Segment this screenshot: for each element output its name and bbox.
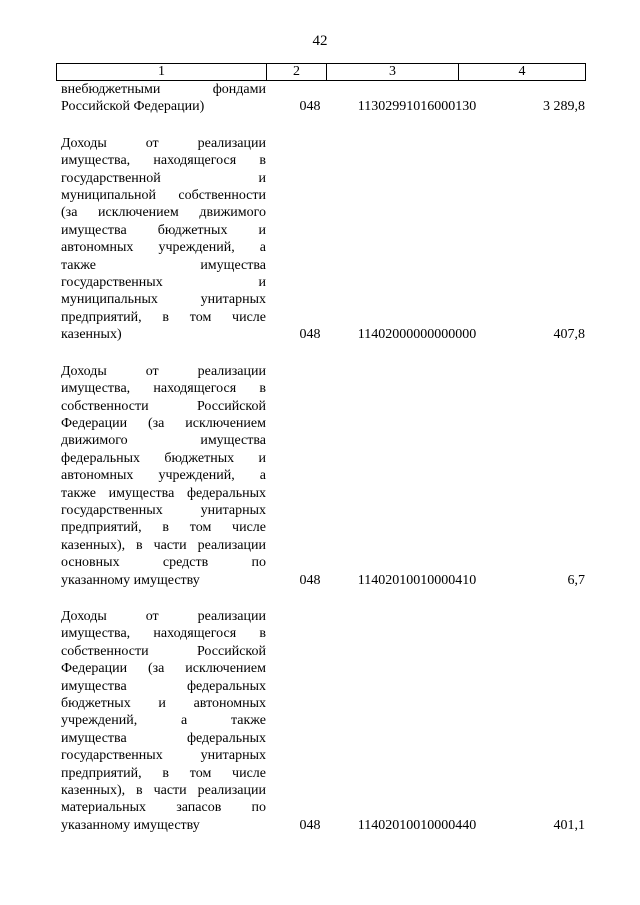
admin-code-cell: 048 — [299, 99, 321, 115]
table-row — [56, 135, 585, 344]
budget-classification-code-cell: 11402010010000410 — [357, 572, 477, 588]
revenue-name-line: движимого имущества — [61, 433, 266, 449]
revenue-name-line: предприятий, в том числе — [61, 765, 266, 781]
table-row — [56, 81, 585, 116]
revenue-name-line: государственных унитарных — [61, 502, 266, 518]
admin-code-cell: 048 — [299, 327, 321, 343]
column-header-3: 3 — [327, 64, 459, 81]
table-row — [56, 363, 585, 589]
revenue-name-line: муниципальных унитарных — [61, 292, 266, 308]
revenue-name-line: также имущества — [61, 257, 266, 273]
column-header-2: 2 — [267, 64, 327, 81]
admin-code-cell: 048 — [299, 817, 321, 833]
revenue-name-line: указанному имуществу — [61, 817, 200, 833]
revenue-name-line: основных средств по — [61, 555, 266, 571]
revenue-name-line: бюджетных и автономных — [61, 696, 266, 711]
revenue-name-line: автономных учреждений, а — [61, 468, 266, 484]
revenue-name-line: внебюджетными фондами — [61, 82, 266, 97]
revenue-name-line: материальных запасов по — [61, 800, 266, 816]
amount-cell: 407,8 — [553, 327, 585, 343]
revenue-name-line: казенных), в части реализации — [61, 537, 266, 553]
revenue-name-line: (за исключением движимого — [61, 205, 266, 221]
revenue-name-cell — [56, 608, 266, 834]
revenue-name-line: предприятий, в том числе — [61, 309, 266, 325]
revenue-name-cell — [56, 135, 266, 344]
column-header-4: 4 — [459, 64, 586, 81]
budget-classification-code-cell: 11402000000000000 — [357, 327, 477, 343]
revenue-name-line: Доходы от реализации — [61, 135, 266, 151]
page-number: 42 — [312, 33, 328, 49]
revenue-name-line: собственности Российской — [61, 398, 266, 414]
revenue-name-line: собственности Российской — [61, 643, 266, 659]
revenue-name-line: государственных унитарных — [61, 748, 266, 764]
revenue-name-line: автономных учреждений, а — [61, 240, 266, 256]
revenue-name-line: казенных) — [61, 327, 122, 343]
amount-cell: 3 289,8 — [543, 99, 585, 115]
revenue-name-line: Доходы от реализации — [61, 363, 266, 379]
admin-code-cell: 048 — [299, 572, 321, 588]
column-header-1: 1 — [57, 64, 267, 81]
column-number-row — [57, 64, 586, 81]
revenue-name-line: государственных и — [61, 275, 266, 291]
amount-cell: 6,7 — [567, 572, 585, 588]
revenue-name-line: указанному имуществу — [61, 572, 200, 588]
revenue-name-line: муниципальной собственности — [61, 188, 266, 204]
revenue-name-cell — [56, 363, 266, 589]
revenue-name-line: имущества бюджетных и — [61, 222, 266, 238]
revenue-name-line: государственной и — [61, 170, 266, 186]
revenue-name-line: предприятий, в том числе — [61, 520, 266, 536]
revenue-name-line: имущества, находящегося в — [61, 626, 266, 642]
revenue-name-cell — [56, 81, 266, 116]
revenue-name-line: казенных), в части реализации — [61, 783, 266, 799]
revenue-name-line: имущества, находящегося в — [61, 381, 266, 397]
table-body — [56, 81, 585, 834]
budget-classification-code-cell: 11402010010000440 — [357, 817, 477, 833]
revenue-name-line: имущества федеральных — [61, 730, 266, 746]
table-row — [56, 608, 585, 834]
revenue-name-line: имущества федеральных — [61, 678, 266, 694]
revenue-name-line: Федерации (за исключением — [61, 661, 266, 677]
revenue-name-line: Российской Федерации) — [61, 99, 205, 115]
amount-cell: 401,1 — [553, 817, 585, 833]
revenue-name-line: также имущества федеральных — [61, 485, 266, 501]
revenue-name-line: имущества, находящегося в — [61, 153, 266, 169]
revenue-name-line: учреждений, а также — [61, 713, 266, 729]
column-header-table — [56, 63, 586, 81]
revenue-name-line: Доходы от реализации — [61, 608, 266, 624]
revenue-name-line: Федерации (за исключением — [61, 415, 266, 431]
revenue-name-line: федеральных бюджетных и — [61, 450, 266, 466]
budget-classification-code-cell: 11302991016000130 — [357, 99, 477, 115]
